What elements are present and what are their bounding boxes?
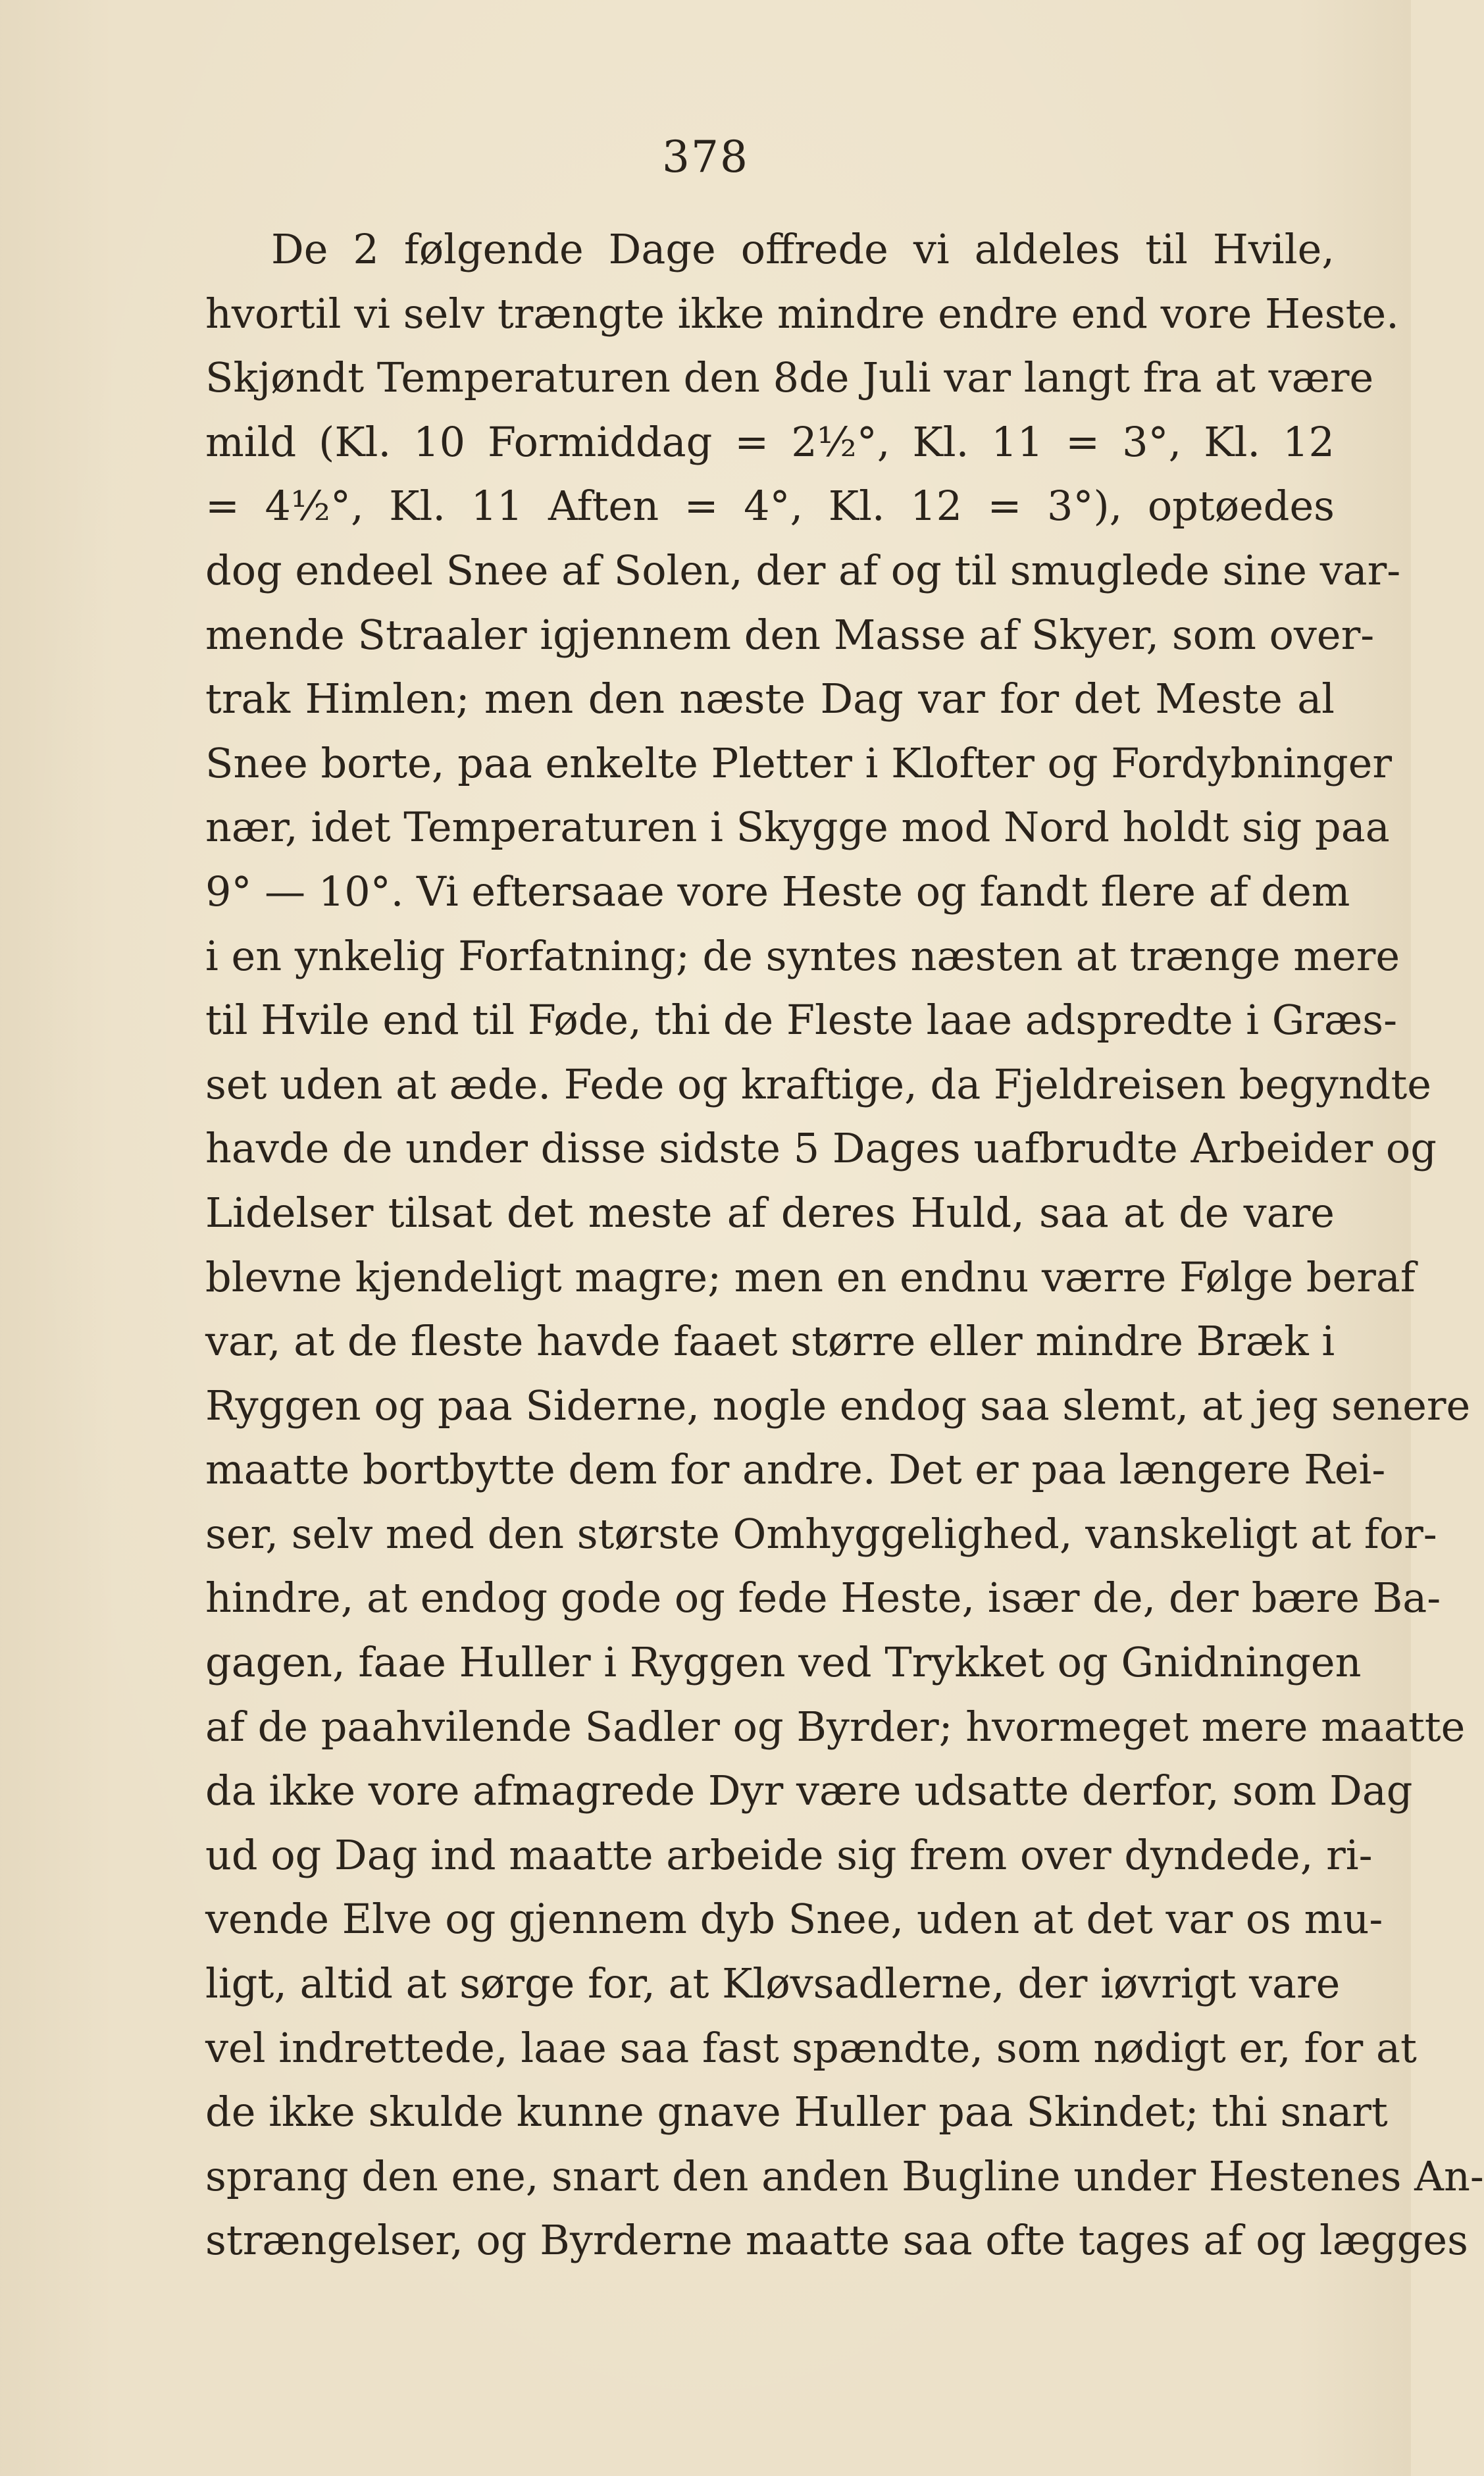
text-line: strængelser, og Byrderne maatte saa ofte tages af og lægges bbox=[205, 2216, 1468, 2265]
text-line: gagen, faae Huller i Ryggen ved Trykket og Gnidningen bbox=[205, 1638, 1362, 1687]
text-line: ligt, altid at sørge for, at Kløvsadlerne, der iøvrigt vare bbox=[205, 1959, 1341, 2008]
text-line: mild (Kl. 10 Formiddag = 2½°, Kl. 11 = 3°, Kl. 12 bbox=[205, 417, 1335, 466]
text-line: vel indrettede, laae saa fast spændte, som nødigt er, for at bbox=[205, 2023, 1417, 2072]
text-line: de ikke skulde kunne gnave Huller paa Skindet; thi snart bbox=[205, 2088, 1388, 2136]
text-line: blevne kjendeligt magre; men en endnu værre Følge beraf bbox=[205, 1252, 1416, 1301]
text-line: ud og Dag ind maatte arbeide sig frem over dyndede, ri- bbox=[205, 1830, 1373, 1879]
text-line: havde de under disse sidste 5 Dages uafbrudte Arbeider og bbox=[205, 1124, 1437, 1173]
text-line: Snee borte, paa enkelte Pletter i Klofter og Fordybninger bbox=[205, 738, 1392, 787]
text-line: maatte bortbytte dem for andre. Det er paa længere Rei- bbox=[205, 1445, 1386, 1494]
text-line: hindre, at endog gode og fede Heste, især de, der bære Ba- bbox=[205, 1574, 1441, 1622]
text-line: = 4½°, Kl. 11 Aften = 4°, Kl. 12 = 3°), optøedes bbox=[205, 482, 1335, 530]
text-line: Ryggen og paa Siderne, nogle endog saa slemt, at jeg senere bbox=[205, 1381, 1471, 1430]
text-line: De 2 følgende Dage offrede vi aldeles til Hvile, bbox=[271, 225, 1335, 273]
page-number: 378 bbox=[662, 132, 749, 182]
text-line: sprang den ene, snart den anden Bugline under Hestenes An- bbox=[205, 2152, 1484, 2200]
text-line: var, at de fleste havde faaet større eller mindre Bræk i bbox=[205, 1317, 1335, 1366]
text-line: Lidelser tilsat det meste af deres Huld, saa at de vare bbox=[205, 1188, 1335, 1237]
text-line: vende Elve og gjennem dyb Snee, uden at det var os mu- bbox=[205, 1895, 1383, 1944]
text-line: mende Straaler igjennem den Masse af Skyer, som over- bbox=[205, 610, 1375, 659]
text-line: ser, selv med den største Omhyggelighed, vanskeligt at for- bbox=[205, 1509, 1437, 1558]
text-line: trak Himlen; men den næste Dag var for det Meste al bbox=[205, 675, 1335, 723]
text-line: set uden at æde. Fede og kraftige, da Fjeldreisen begyndte bbox=[205, 1060, 1431, 1108]
text-line: af de paahvilende Sadler og Byrder; hvormeget mere maatte bbox=[205, 1702, 1466, 1751]
text-line: dog endeel Snee af Solen, der af og til smuglede sine var- bbox=[205, 546, 1401, 594]
text-line: da ikke vore afmagrede Dyr være udsatte derfor, som Dag bbox=[205, 1767, 1413, 1815]
body-text bbox=[205, 217, 1484, 2273]
text-line: til Hvile end til Føde, thi de Fleste laae adspredte i Græs- bbox=[205, 996, 1398, 1045]
text-line: i en ynkelig Forfatning; de syntes næsten at trænge mere bbox=[205, 931, 1400, 980]
text-line: nær, idet Temperaturen i Skygge mod Nord holdt sig paa bbox=[205, 803, 1390, 852]
text-line: 9° — 10°. Vi eftersaae vore Heste og fandt flere af dem bbox=[205, 867, 1350, 916]
text-line: Skjøndt Temperaturen den 8de Juli var langt fra at være bbox=[205, 353, 1374, 402]
text-line: hvortil vi selv trængte ikke mindre endre end vore Heste. bbox=[205, 289, 1399, 338]
